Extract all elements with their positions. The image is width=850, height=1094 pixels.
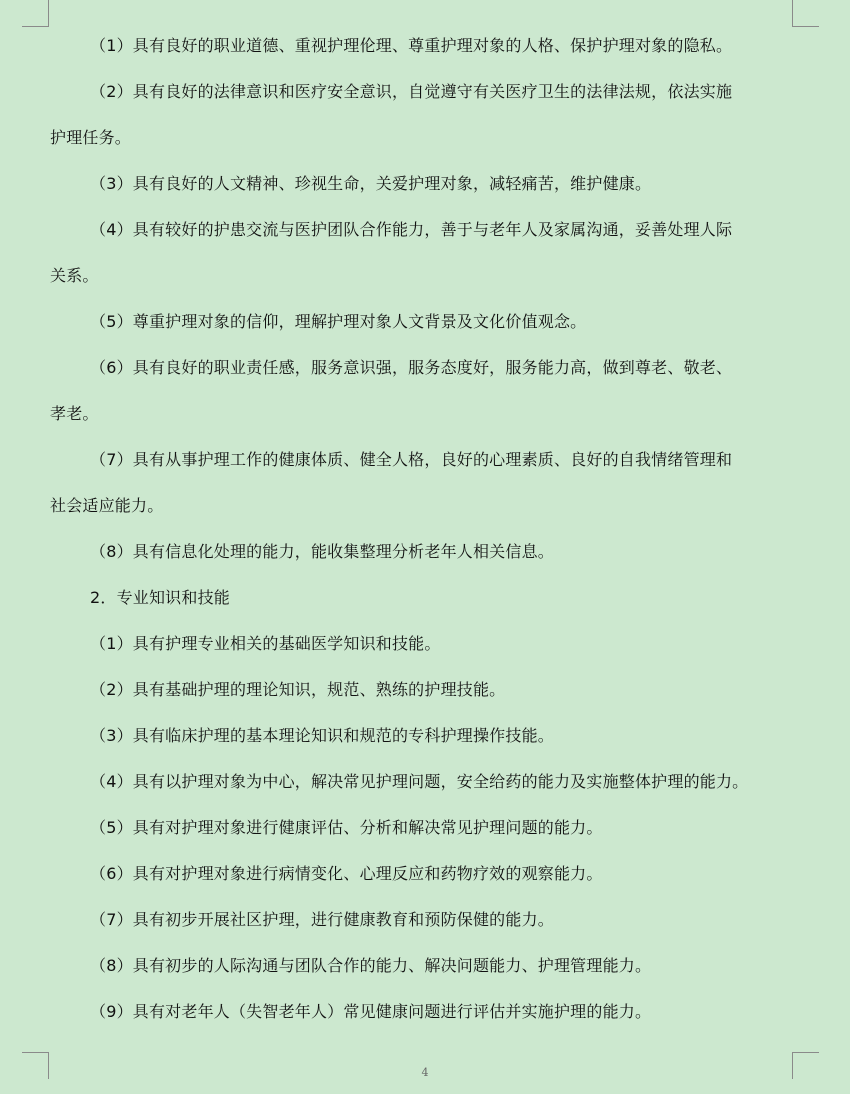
text-line: （4）具有以护理对象为中心，解决常见护理问题，安全给药的能力及实施整体护理的能力。: [90, 772, 749, 791]
text-line: （6）具有对护理对象进行病情变化、心理反应和药物疗效的观察能力。: [90, 864, 603, 883]
text-line: （5）具有对护理对象进行健康评估、分析和解决常见护理问题的能力。: [90, 818, 603, 837]
text-line: 孝老。: [50, 404, 99, 423]
page-number: 4: [421, 1066, 429, 1079]
text-line: （6）具有良好的职业责任感，服务意识强，服务态度好，服务能力高，做到尊老、敬老、: [90, 358, 733, 377]
text-line: （4）具有较好的护患交流与医护团队合作能力，善于与老年人及家属沟通，妥善处理人际: [90, 220, 733, 239]
crop-mark-top-left: [22, 0, 49, 27]
text-line: （7）具有从事护理工作的健康体质、健全人格，良好的心理素质、良好的自我情绪管理和: [90, 450, 733, 469]
text-line: 关系。: [50, 266, 99, 285]
text-line: （5）尊重护理对象的信仰，理解护理对象人文背景及文化价值观念。: [90, 312, 587, 331]
section-heading: 2．专业知识和技能: [90, 588, 230, 607]
text-line: （3）具有良好的人文精神、珍视生命，关爱护理对象，减轻痛苦，维护健康。: [90, 174, 652, 193]
crop-mark-top-right: [792, 0, 819, 27]
text-line: （2）具有良好的法律意识和医疗安全意识，自觉遵守有关医疗卫生的法律法规，依法实施: [90, 82, 733, 101]
text-line: （8）具有初步的人际沟通与团队合作的能力、解决问题能力、护理管理能力。: [90, 956, 652, 975]
text-line: （1）具有良好的职业道德、重视护理伦理、尊重护理对象的人格、保护护理对象的隐私。: [90, 36, 733, 55]
text-line: （7）具有初步开展社区护理，进行健康教育和预防保健的能力。: [90, 910, 554, 929]
text-line: 护理任务。: [50, 128, 132, 147]
text-line: （8）具有信息化处理的能力，能收集整理分析老年人相关信息。: [90, 542, 554, 561]
text-line: （2）具有基础护理的理论知识，规范、熟练的护理技能。: [90, 680, 506, 699]
text-line: （1）具有护理专业相关的基础医学知识和技能。: [90, 634, 441, 653]
text-line: （3）具有临床护理的基本理论知识和规范的专科护理操作技能。: [90, 726, 554, 745]
text-line: 社会适应能力。: [50, 496, 164, 515]
text-line: （9）具有对老年人（失智老年人）常见健康问题进行评估并实施护理的能力。: [90, 1002, 652, 1021]
